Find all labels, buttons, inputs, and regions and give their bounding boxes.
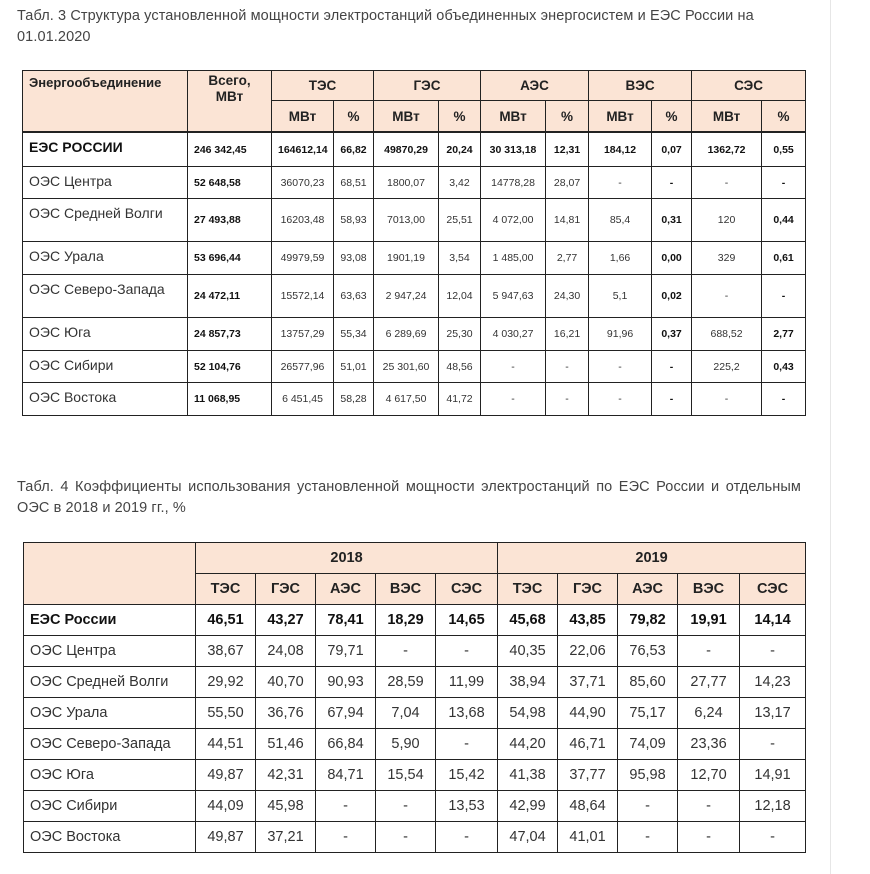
table-cell: 51,01	[334, 351, 374, 383]
table-cell: -	[589, 351, 652, 383]
table-cell: 41,01	[558, 822, 618, 853]
table-cell: 27,77	[678, 667, 740, 698]
table-cell: 85,4	[589, 199, 652, 242]
table-cell: 41,38	[498, 760, 558, 791]
table-cell: -	[692, 275, 762, 318]
table-cell: 54,98	[498, 698, 558, 729]
mw-subheader: МВт	[589, 101, 652, 132]
table-cell: 45,98	[256, 791, 316, 822]
type-subheader: ВЭС	[376, 574, 436, 605]
table-cell: 14778,28	[481, 167, 546, 199]
table-cell: 4 072,00	[481, 199, 546, 242]
table-cell: -	[589, 167, 652, 199]
table-cell: 46,51	[196, 605, 256, 636]
table-cell: 1362,72	[692, 133, 762, 167]
mw-subheader: МВт	[481, 101, 546, 132]
table-cell: 76,53	[618, 636, 678, 667]
table-cell: 49870,29	[374, 133, 439, 167]
table-row	[23, 167, 806, 199]
table-cell: 0,37	[652, 318, 692, 351]
table-cell: 75,17	[618, 698, 678, 729]
table-cell: 43,85	[558, 605, 618, 636]
region-name: ОЭС Центра	[23, 167, 188, 199]
table-cell: 27 493,88	[188, 199, 272, 242]
table-cell: -	[436, 636, 498, 667]
table-cell: 29,92	[196, 667, 256, 698]
table-cell: 6 451,45	[272, 383, 334, 416]
table-cell: -	[316, 791, 376, 822]
table-cell: 44,90	[558, 698, 618, 729]
table-cell: 2,77	[546, 242, 589, 275]
table-cell: 2 947,24	[374, 275, 439, 318]
table-cell: 74,09	[618, 729, 678, 760]
table-row	[24, 729, 806, 760]
table-row	[24, 636, 806, 667]
table-cell: 49979,59	[272, 242, 334, 275]
table-cell: -	[740, 636, 806, 667]
pct-subheader: %	[762, 101, 806, 132]
table-cell: 66,82	[334, 133, 374, 167]
type-subheader: АЭС	[316, 574, 376, 605]
type-subheader: ГЭС	[558, 574, 618, 605]
table-cell: 0,43	[762, 351, 806, 383]
region-name: ОЭС Средней Волги	[24, 667, 196, 698]
table-cell: 2,77	[762, 318, 806, 351]
table-cell: 95,98	[618, 760, 678, 791]
type-subheader: СЭС	[436, 574, 498, 605]
table-cell: 55,34	[334, 318, 374, 351]
table-cell: 36,76	[256, 698, 316, 729]
table-cell: 48,56	[439, 351, 481, 383]
table-cell: 14,23	[740, 667, 806, 698]
table-cell: -	[652, 383, 692, 416]
table-cell: 91,96	[589, 318, 652, 351]
table-cell: 16,21	[546, 318, 589, 351]
table-cell: 38,67	[196, 636, 256, 667]
table-cell: 79,82	[618, 605, 678, 636]
table-cell: 14,81	[546, 199, 589, 242]
region-name: ОЭС Сибири	[24, 791, 196, 822]
table-cell: 13757,29	[272, 318, 334, 351]
group-header: СЭС	[692, 71, 806, 101]
region-name: ОЭС Юга	[24, 760, 196, 791]
type-subheader: ГЭС	[256, 574, 316, 605]
table-cell: -	[652, 351, 692, 383]
table-cell: 93,08	[334, 242, 374, 275]
table-cell: 24,08	[256, 636, 316, 667]
table-cell: 25 301,60	[374, 351, 439, 383]
table-cell: 40,35	[498, 636, 558, 667]
table-cell: 13,17	[740, 698, 806, 729]
table-cell: 20,24	[439, 133, 481, 167]
table-cell: 36070,23	[272, 167, 334, 199]
table-cell: -	[740, 729, 806, 760]
type-subheader: ТЭС	[196, 574, 256, 605]
region-name: ОЭС Сибири	[23, 351, 188, 383]
table-cell: -	[436, 729, 498, 760]
table-cell: 18,29	[376, 605, 436, 636]
table-cell: 0,00	[652, 242, 692, 275]
group-header: ГЭС	[374, 71, 481, 101]
table-cell: 12,04	[439, 275, 481, 318]
table-cell: 46,71	[558, 729, 618, 760]
table-cell: -	[481, 383, 546, 416]
table-cell: 67,94	[316, 698, 376, 729]
table-cell: -	[316, 822, 376, 853]
table-cell: 14,14	[740, 605, 806, 636]
region-name: ЕЭС России	[24, 605, 196, 636]
type-subheader: ТЭС	[498, 574, 558, 605]
table-cell: -	[762, 275, 806, 318]
table-cell: 38,94	[498, 667, 558, 698]
table-cell: 4 617,50	[374, 383, 439, 416]
table-cell: 79,71	[316, 636, 376, 667]
table-cell: 6,24	[678, 698, 740, 729]
group-header: АЭС	[481, 71, 589, 101]
region-name: ОЭС Урала	[24, 698, 196, 729]
table-cell: 49,87	[196, 760, 256, 791]
table-cell: -	[618, 822, 678, 853]
table-cell: 16203,48	[272, 199, 334, 242]
table-cell: 28,07	[546, 167, 589, 199]
table-cell: 0,55	[762, 133, 806, 167]
type-subheader: АЭС	[618, 574, 678, 605]
table-cell: 28,59	[376, 667, 436, 698]
table-cell: 0,44	[762, 199, 806, 242]
table-cell: 30 313,18	[481, 133, 546, 167]
type-subheader: СЭС	[740, 574, 806, 605]
table-row	[23, 199, 806, 242]
mw-subheader: МВт	[374, 101, 439, 132]
table-cell: -	[618, 791, 678, 822]
table-cell: 43,27	[256, 605, 316, 636]
table-row	[24, 822, 806, 853]
table-row	[23, 275, 806, 318]
table-cell: 13,68	[436, 698, 498, 729]
table-cell: -	[436, 822, 498, 853]
table-cell: 11,99	[436, 667, 498, 698]
year-header-2018: 2018	[196, 543, 498, 574]
table-cell: 3,54	[439, 242, 481, 275]
table-cell: -	[546, 351, 589, 383]
table-cell: 12,31	[546, 133, 589, 167]
table-cell: 66,84	[316, 729, 376, 760]
table-cell: 14,65	[436, 605, 498, 636]
table-cell: 37,77	[558, 760, 618, 791]
table-cell: 1901,19	[374, 242, 439, 275]
table-cell: 24,30	[546, 275, 589, 318]
table-cell: 37,21	[256, 822, 316, 853]
table-cell: 0,02	[652, 275, 692, 318]
table-cell: 688,52	[692, 318, 762, 351]
region-name: ОЭС Северо-Запада	[23, 275, 188, 318]
table-cell: 84,71	[316, 760, 376, 791]
total-header: Всего, МВт	[188, 71, 272, 132]
table-cell: -	[692, 383, 762, 416]
table-cell: 4 030,27	[481, 318, 546, 351]
table-cell: 52 648,58	[188, 167, 272, 199]
table-cell: 11 068,95	[188, 383, 272, 416]
pct-subheader: %	[439, 101, 481, 132]
table-cell: 19,91	[678, 605, 740, 636]
table-cell: 48,64	[558, 791, 618, 822]
table-row	[23, 133, 806, 167]
mw-subheader: МВт	[692, 101, 762, 132]
table-cell: 5 947,63	[481, 275, 546, 318]
table4-utilization-coefficients	[23, 542, 806, 853]
table-cell: 14,91	[740, 760, 806, 791]
table-cell: 15572,14	[272, 275, 334, 318]
table-cell: -	[652, 167, 692, 199]
page-edge-line	[830, 0, 831, 874]
table-cell: 24 857,73	[188, 318, 272, 351]
table-cell: 47,04	[498, 822, 558, 853]
table-cell: 12,70	[678, 760, 740, 791]
table-cell: -	[678, 822, 740, 853]
table-cell: -	[692, 167, 762, 199]
table-cell: 22,06	[558, 636, 618, 667]
type-subheader: ВЭС	[678, 574, 740, 605]
table-cell: 90,93	[316, 667, 376, 698]
table-cell: 7,04	[376, 698, 436, 729]
table3-caption: Табл. 3 Структура установленной мощности электростанций объединенных энергосистем и ЕЭС России на 01.01.2020	[17, 8, 754, 45]
table-row	[24, 667, 806, 698]
table-cell: 25,51	[439, 199, 481, 242]
region-name: ОЭС Средней Волги	[23, 199, 188, 242]
table-cell: 0,07	[652, 133, 692, 167]
table-cell: -	[762, 167, 806, 199]
table-row	[24, 791, 806, 822]
table-cell: 44,20	[498, 729, 558, 760]
table-cell: 1,66	[589, 242, 652, 275]
table-cell: 55,50	[196, 698, 256, 729]
table-cell: 25,30	[439, 318, 481, 351]
table-row	[24, 698, 806, 729]
table-cell: 15,54	[376, 760, 436, 791]
region-name: ОЭС Востока	[23, 383, 188, 416]
table-row	[23, 242, 806, 275]
table-cell: -	[762, 383, 806, 416]
table-cell: 164612,14	[272, 133, 334, 167]
table-cell: 15,42	[436, 760, 498, 791]
table3-capacity-structure	[22, 70, 806, 416]
table-cell: 12,18	[740, 791, 806, 822]
table4-caption: Табл. 4 Коэффициенты использования установленной мощности электростанций по ЕЭС России и отдельным ОЭС в 2018 и 2019 гг., %	[17, 479, 801, 516]
table-cell: 13,53	[436, 791, 498, 822]
table-cell: 120	[692, 199, 762, 242]
table-row	[24, 760, 806, 791]
table-cell: 329	[692, 242, 762, 275]
table-cell: 7013,00	[374, 199, 439, 242]
table-cell: 40,70	[256, 667, 316, 698]
table-cell: 44,09	[196, 791, 256, 822]
pct-subheader: %	[546, 101, 589, 132]
table-cell: -	[589, 383, 652, 416]
table-cell: -	[376, 636, 436, 667]
region-name: ОЭС Центра	[24, 636, 196, 667]
table-cell: 6 289,69	[374, 318, 439, 351]
table-cell: 42,99	[498, 791, 558, 822]
table-cell: -	[546, 383, 589, 416]
pct-subheader: %	[652, 101, 692, 132]
table-cell: -	[481, 351, 546, 383]
table-row	[23, 351, 806, 383]
table-cell: 44,51	[196, 729, 256, 760]
table-cell: 5,90	[376, 729, 436, 760]
table-cell: 45,68	[498, 605, 558, 636]
table-cell: -	[678, 636, 740, 667]
region-header: Энергообъединение	[23, 71, 188, 132]
table-cell: 42,31	[256, 760, 316, 791]
table-cell: 78,41	[316, 605, 376, 636]
table-cell: 52 104,76	[188, 351, 272, 383]
table-cell: 68,51	[334, 167, 374, 199]
table-cell: 85,60	[618, 667, 678, 698]
table-cell: 41,72	[439, 383, 481, 416]
table-cell: 0,61	[762, 242, 806, 275]
table-cell: 0,31	[652, 199, 692, 242]
table-cell: 49,87	[196, 822, 256, 853]
table-cell: 63,63	[334, 275, 374, 318]
table-cell: 23,36	[678, 729, 740, 760]
table-row	[23, 318, 806, 351]
table-cell: 1800,07	[374, 167, 439, 199]
table-cell: 24 472,11	[188, 275, 272, 318]
table-cell: 3,42	[439, 167, 481, 199]
table-cell: 225,2	[692, 351, 762, 383]
group-header: ВЭС	[589, 71, 692, 101]
table-cell: 5,1	[589, 275, 652, 318]
table-cell: 58,93	[334, 199, 374, 242]
table-cell: -	[678, 791, 740, 822]
mw-subheader: МВт	[272, 101, 334, 132]
table-cell: -	[376, 791, 436, 822]
region-name: ОЭС Северо-Запада	[24, 729, 196, 760]
table-cell: 26577,96	[272, 351, 334, 383]
table-row	[24, 605, 806, 636]
table-cell: 246 342,45	[188, 133, 272, 167]
region-name: ОЭС Урала	[23, 242, 188, 275]
group-header: ТЭС	[272, 71, 374, 101]
table-cell: 1 485,00	[481, 242, 546, 275]
region-name: ОЭС Востока	[24, 822, 196, 853]
table-cell: 51,46	[256, 729, 316, 760]
year-header-2019: 2019	[498, 543, 806, 574]
table-cell: -	[376, 822, 436, 853]
table-cell: -	[740, 822, 806, 853]
region-name: ОЭС Юга	[23, 318, 188, 351]
table-cell: 37,71	[558, 667, 618, 698]
region-name: ЕЭС РОССИИ	[23, 133, 188, 167]
region-header-empty	[24, 543, 196, 605]
table-cell: 53 696,44	[188, 242, 272, 275]
table-cell: 58,28	[334, 383, 374, 416]
pct-subheader: %	[334, 101, 374, 132]
table-cell: 184,12	[589, 133, 652, 167]
table-row	[23, 383, 806, 416]
